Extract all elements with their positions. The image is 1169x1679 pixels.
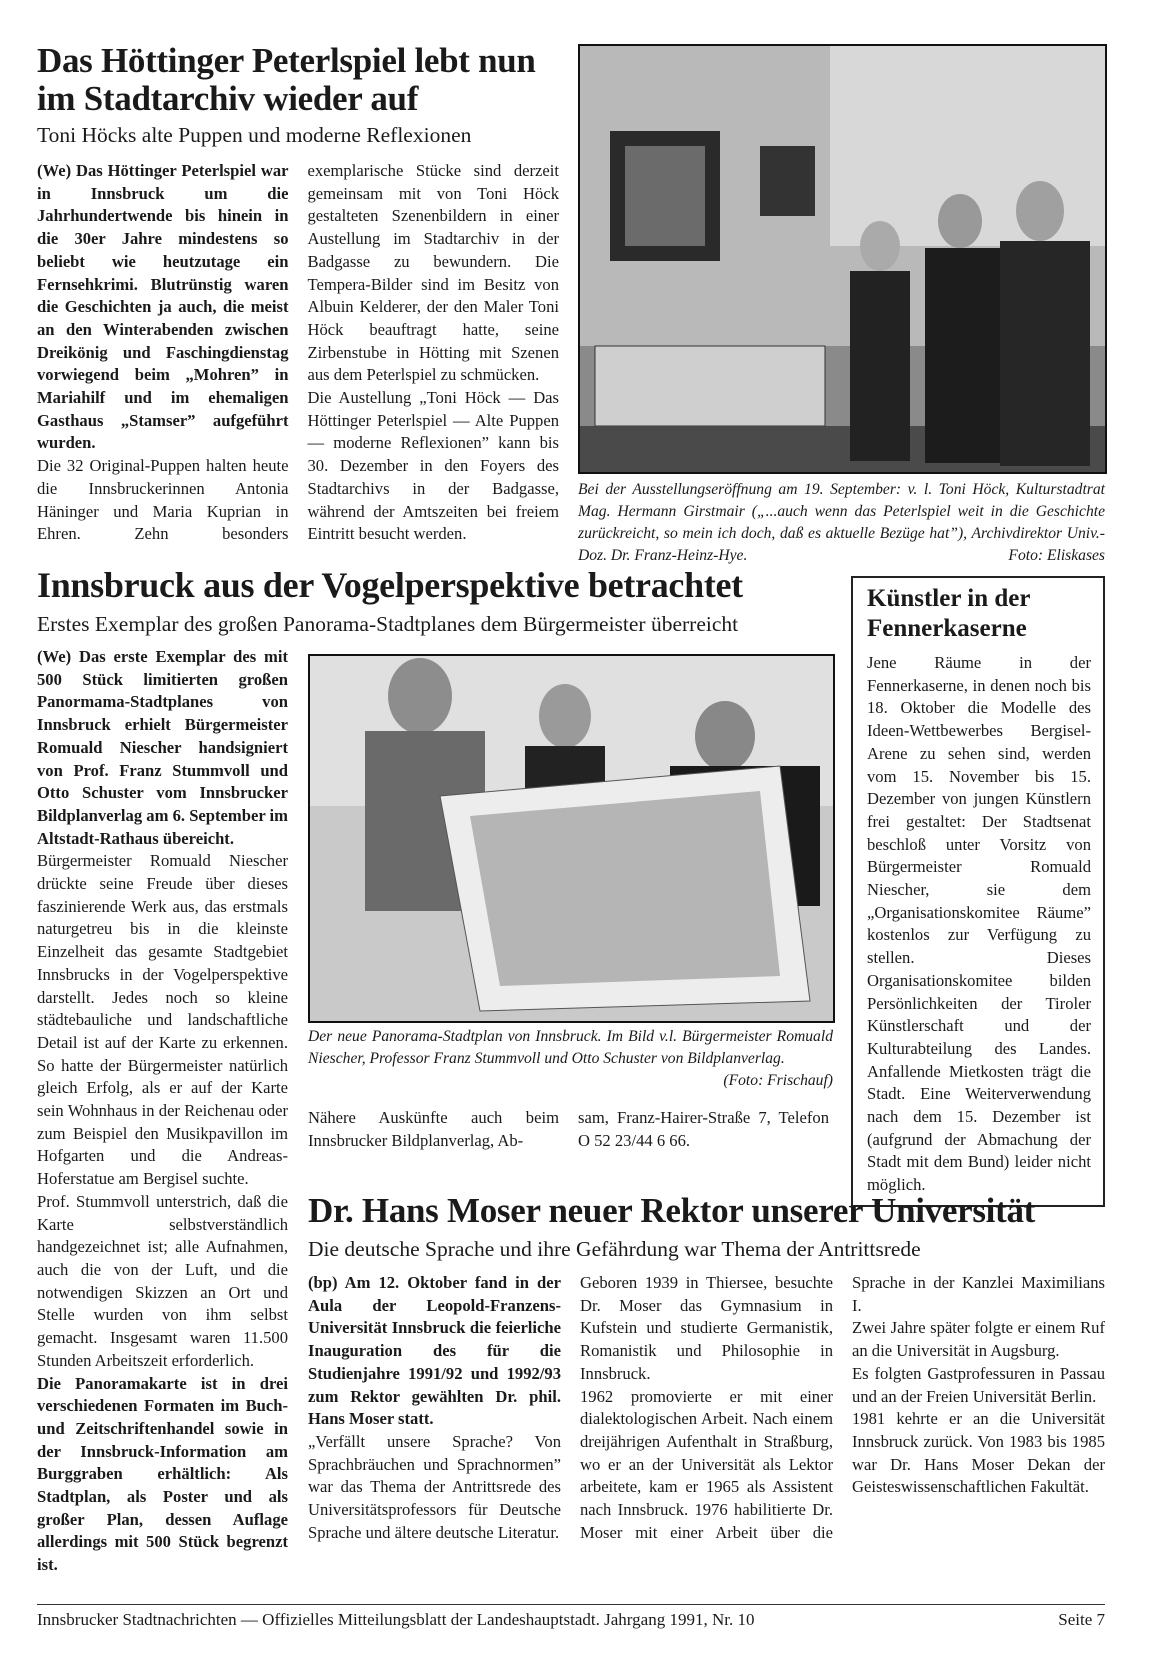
article1-headline: Das Höttinger Peterlspiel lebt nun im Stadtarchiv wieder auf	[37, 41, 536, 118]
article3-body	[308, 1272, 1105, 1544]
caption-text: Der neue Panorama-Stadtplan von Innsbruck. Im Bild v.l. Bürgermeister Romuald Niescher, Professor Franz Stummvoll und Otto Schuster von Bildplanverlag.	[308, 1028, 833, 1067]
footer-rule	[37, 1604, 1105, 1605]
map-photo-caption	[308, 1026, 833, 1092]
box-headline: Künstler in der Fennerkaserne	[867, 585, 1030, 642]
footer-publication: Innsbrucker Stadtnachrichten — Offizielles Mitteilungsblatt der Landeshauptstadt. Jahrgang 1991, Nr. 10	[37, 1610, 755, 1629]
fennerkaserne-box	[851, 576, 1105, 1207]
article3-paragraph: 1962 promovierte er mit einer dialektologischen Arbeit. Nach einem dreijährigen Aufenthalt in Straßburg, wo er an der Universität als Lektor arbeitete, kam er 1965 als Assistent nach Innsbruck. 1976 habilitierte Dr. Moser mit einer Arbeit über die Sprache in der Kanzlei Maximilians I.	[580, 1273, 1105, 1542]
article3-paragraph: „Verfällt unsere Sprache? Von Sprachbräuchen und Sprachnormen” war das Thema der Antrittsrede des Universitätsprofessors für Deutsche Sprache und ältere deutsche Literatur.	[308, 1431, 561, 1542]
article2-lead: (We) Das erste Exemplar des mit 500 Stück limitierten großen Panormama-Stadtplanes von Innsbruck erhielt Bürgermeister Romuald Niescher handsigniert von Prof. Franz Stummvoll und Otto Schuster vom Innsbrucker Bildplanverlag am 6. September im Altstadt-Rathaus übereicht.	[37, 647, 288, 848]
photo-credit: (Foto: Frischauf)	[723, 1072, 833, 1089]
article1-lead: (We) Das Höttinger Peterlspiel war in Innsbruck um die Jahrhundertwende bis hinein in die 30er Jahre mindestens so beliebt wie heutzutage ein Fernsehkrimi. Blutrünstig waren die Geschichten ja auch, die meist an den Winterabenden zwischen Dreikönig und Faschingdienstag vorwiegend beim „Mohren” in Mariahilf und im ehemaligen Gasthaus „Stamser” aufgeführt wurden.	[37, 161, 289, 453]
article3-headline: Dr. Hans Moser neuer Rektor unserer Universität	[308, 1191, 1036, 1230]
article3-paragraph: 1981 kehrte er an die Universität Innsbruck zurück. Von 1983 bis 1985 war Dr. Hans Moser Dekan der Geisteswissenschaftlichen Fakultät.	[852, 1409, 1105, 1497]
article1-body	[37, 160, 559, 546]
article3-subheadline: Die deutsche Sprache und ihre Gefährdung war Thema der Antrittsrede	[308, 1237, 921, 1261]
caption-text: Bei der Ausstellungseröffnung am 19. September: v. l. Toni Höck, Kulturstadtrat Mag. Hermann Girstmair („...auch wenn das Peterlspiel weit in die Geschichte zurückreicht, so mein ich doch, daß es aktuelle Bezüge hat”), Archivdirektor Univ.-Doz. Dr. Franz-Heinz-Hye.	[578, 481, 1105, 564]
article2-info-1: Nähere Auskünfte auch beim Innsbrucker Bildplanverlag, Ab-	[308, 1108, 559, 1150]
box-body: Jene Räume in der Fennerkaserne, in denen noch bis 18. Oktober die Modelle des Ideen-Wettbewerbes Bergisel-Arene zu sehen sind, werden vom 15. November bis 15. Dezember von jungen Künstlern frei gestaltet: Der Stadtsenat beschloß unter Vorsitz von Bürgermeister Romuald Niescher, sie dem „Organisationskomitee Räume” kostenlos zur Verfügung zu stellen. Dieses Organisationskomitee bilden Persönlichkeiten der Tiroler Künstlerschaft und der Kulturabteilung des Landes. Anfallende Mietkosten trägt die Stadt. Eine Weiterverwendung nach dem 15. Dezember ist (aufgrund der Abmachung der Stadt mit dem Bund) leider nicht möglich.	[867, 653, 1091, 1195]
article2-subheadline: Erstes Exemplar des großen Panorama-Stadtplanes dem Bürgermeister überreicht	[37, 612, 739, 636]
article3-lead: (bp) Am 12. Oktober fand in der Aula der Leopold-Franzens-Universität Innsbruck die feierliche Inauguration des für die Studienjahre 1991/92 und 1992/93 zum Rektor gewählten Dr. phil. Hans Moser statt.	[308, 1273, 561, 1429]
article2-headline: Innsbruck aus der Vogelperspektive betrachtet	[37, 565, 743, 605]
article2-paragraph: Die Panoramakarte ist in drei verschiedenen Formaten im Buch- und Zeitschriftenhandel sowie in der Innsbruck-Information am Burggraben erhältlich: Als Stadtplan, als Poster und als großer Plan, dessen Auflage allerdings mit 500 Stück begrenzt ist.	[37, 1373, 288, 1575]
page-number: Seite 7	[1058, 1610, 1105, 1629]
article3-paragraph: Es folgten Gastprofessuren in Passau und an der Freien Universität Berlin.	[852, 1363, 1105, 1406]
exhibition-photo	[578, 44, 1107, 474]
photo-credit: Foto: Eliskases	[1008, 547, 1105, 564]
article2-paragraph: Bürgermeister Romuald Niescher drückte seine Freude über dieses faszinierende Werk aus, das erstmals naturgetreu bis in die kleinste Einzelheit das gesamte Stadtgebiet Innsbrucks in der Vogelperspektive darstellt. Jedes noch so kleine städtebauliche und landschaftliche Detail ist auf der Karte zu erkennen. So hatte der Bürgermeister natürlich gleich Erfolg, als er auf der Karte sein Wohnhaus in der Reichenau oder zum Beispiel den Musikpavillon im Hofgarten und die Andreas-Hoferstatue am Bergisel suchte.	[37, 851, 288, 1189]
map-handover-photo	[308, 654, 835, 1023]
article3-paragraph: Geboren 1939 in Thiersee, besuchte Dr. Moser das Gymnasium in Kufstein und studierte Germanistik, Romanistik und Philosophie in Innsbruck.	[580, 1273, 833, 1383]
article1-paragraph: Die 32 Original-Puppen halten heute die Innsbruckerinnen Antonia Häninger und Maria Kuprian in Ehren. Zehn besonders exemplarische Stücke sind derzeit gemeinsam mit von Toni Höck gestalteten Szenenbildern in einer Austellung im Stadtarchiv in der Badgasse zu bewundern. Die Tempera-Bilder sind im Besitz von Albuin Kelderer, der den Maler Toni Höck beauftragt hatte, seine Zirbenstube in Hötting mit Szenen aus dem Peterlspiel zu schmücken.	[37, 161, 559, 544]
exhibition-photo-caption	[578, 479, 1105, 567]
article1-paragraph: Die Austellung „Toni Höck — Das Höttinger Peterlspiel — Alte Puppen — moderne Reflexionen” kann bis 30. Dezember in den Foyers des Stadtarchivs in der Badgasse, während der Amtszeiten bei freiem Eintritt besucht werden.	[307, 388, 559, 544]
article1-subheadline: Toni Höcks alte Puppen und moderne Reflexionen	[37, 123, 472, 147]
article2-paragraph: Prof. Stummvoll unterstrich, daß die Karte selbstverständlich handgezeichnet ist; alle Aufnahmen, auch die von der Luft, und die notwendigen Skizzen an Ort und Stelle wurden von ihm selbst gemacht. Insgesamt waren 11.500 Stunden Arbeitszeit erforderlich.	[37, 1191, 288, 1370]
article3-paragraph: Zwei Jahre später folgte er einem Ruf an die Universität in Augsburg.	[852, 1318, 1105, 1361]
article2-column-1	[37, 646, 288, 1577]
article2-info-2: sam, Franz-Hairer-Straße 7, Telefon O 52 23/44 6 66.	[578, 1108, 829, 1150]
